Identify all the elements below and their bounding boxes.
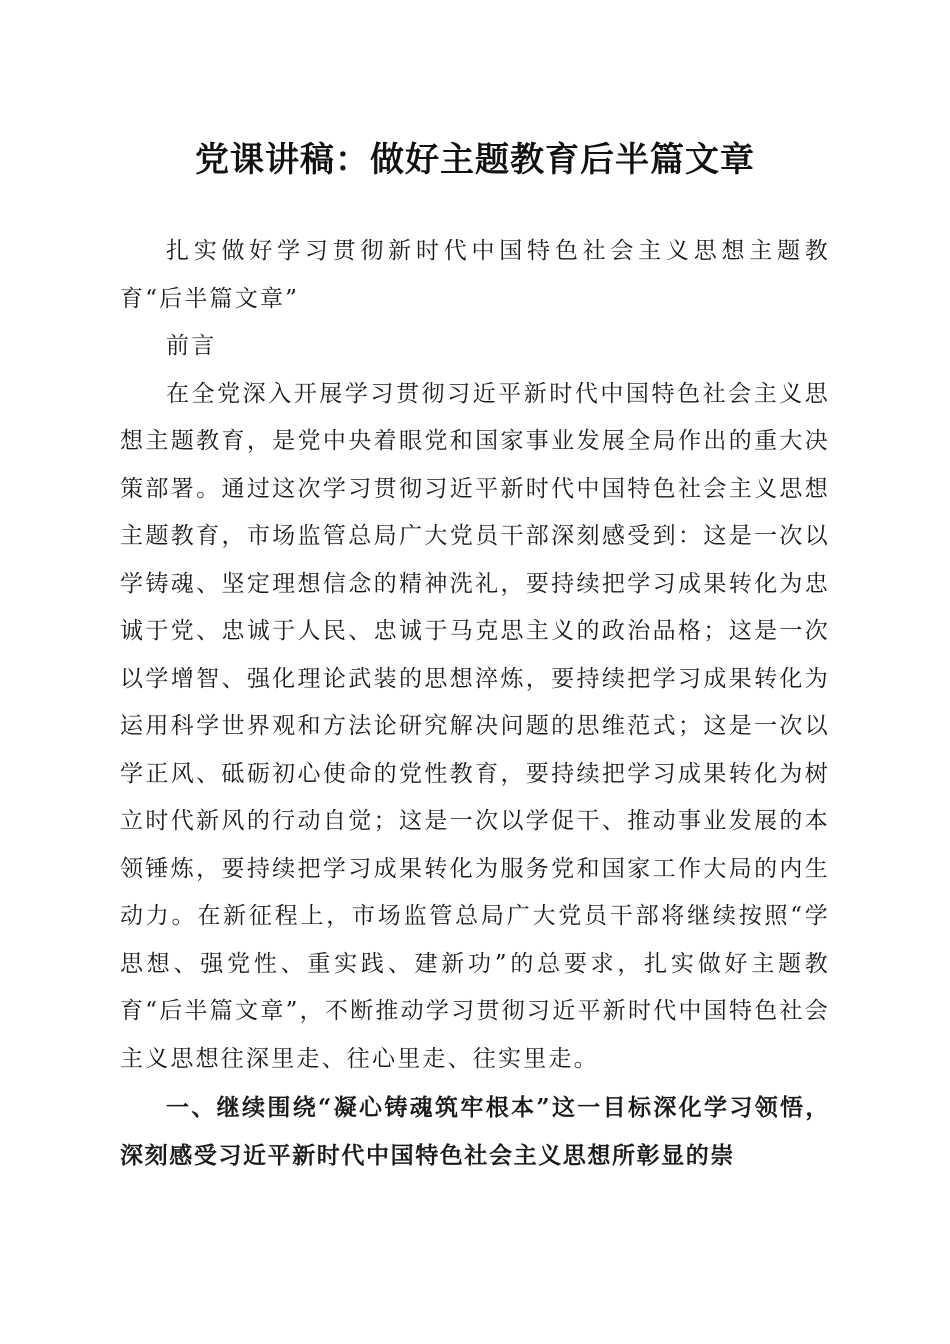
document-body bbox=[120, 228, 830, 1179]
preface-paragraph: 在全党深入开展学习贯彻习近平新时代中国特色社会主义思想主题教育，是党中央着眼党和国家事业发展全局作出的重大决策部署。通过这次学习贯彻习近平新时代中国特色社会主义思想主题教育，市场监管总局广大党员干部深刻感受到：这是一次以学铸魂、坚定理想信念的精神洗礼，要持续把学习成果转化为忠诚于党、忠诚于人民、忠诚于马克思主义的政治品格；这是一次以学增智、强化理论武装的思想淬炼，要持续把学习成果转化为运用科学世界观和方法论研究解决问题的思维范式；这是一次以学正风、砥砺初心使命的党性教育，要持续把学习成果转化为树立时代新风的行动自觉；这是一次以学促干、推动事业发展的本领锤炼，要持续把学习成果转化为服务党和国家工作大局的内生动力。在新征程上，市场监管总局广大党员干部将继续按照“学思想、强党性、重实践、建新功”的总要求，扎实做好主题教育“后半篇文章”，不断推动学习贯彻习近平新时代中国特色社会主义思想往深里走、往心里走、往实里走。 bbox=[120, 380, 830, 1072]
subtitle-paragraph: 扎实做好学习贯彻新时代中国特色社会主义思想主题教育“后半篇文章” bbox=[120, 238, 830, 312]
document-title: 党课讲稿：做好主题教育后半篇文章 bbox=[195, 140, 755, 180]
section-1-heading: 一、继续围绕“凝心铸魂筑牢根本”这一目标深化学习领悟，深刻感受习近平新时代中国特色社会主义思想所彰显的崇 bbox=[120, 1094, 830, 1169]
preface-label: 前言 bbox=[166, 333, 217, 359]
